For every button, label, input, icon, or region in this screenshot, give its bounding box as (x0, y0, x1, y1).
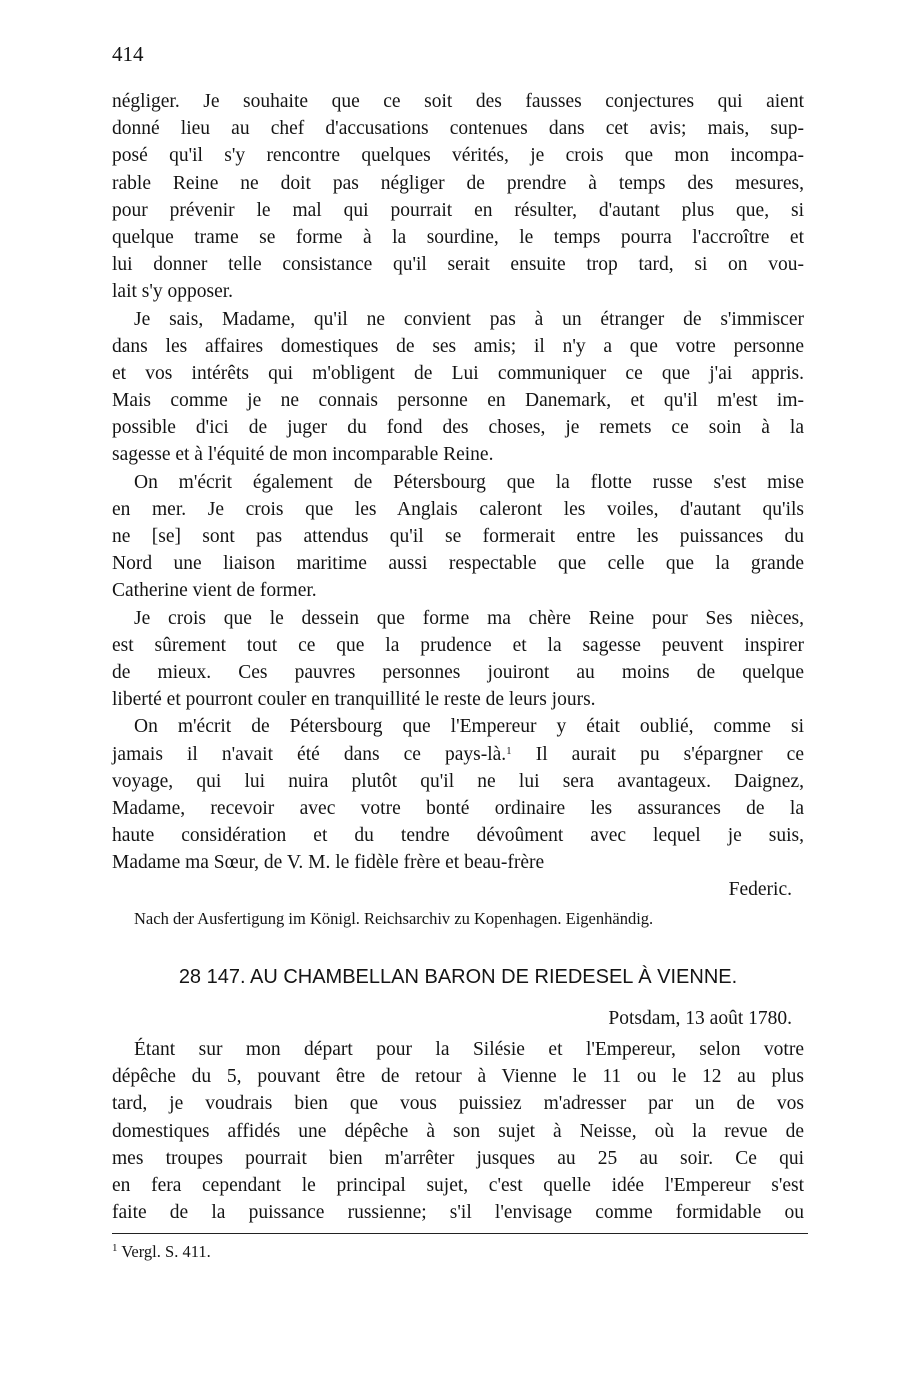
text-line (112, 115, 804, 142)
text-line (112, 88, 804, 115)
line-text: Mais comme je ne connais personne en Danemark, et qu'il m'est im- (112, 390, 804, 412)
line-text: voyage, qui lui nuira plutôt qu'il ne lui sera avantageux. Daignez, (112, 770, 804, 792)
line-text: et vos intérêts qui m'obligent de Lui communiquer ce que j'ai appris. (112, 362, 804, 384)
letter-body-1 (112, 88, 804, 934)
line-text: Je crois que le dessein que forme ma chère Reine pour Ses nièces, (134, 607, 804, 629)
line-text: pour prévenir le mal qui pourrait en résulter, d'autant plus que, si (112, 199, 804, 221)
text-line (112, 251, 804, 278)
letter-body-2 (112, 1036, 804, 1226)
line-text: tard, je voudrais bien que vous puissiez m'adresser par un de vos (112, 1093, 804, 1115)
text-line (112, 768, 804, 795)
line-text: haute considération et du tendre dévoûment avec lequel je suis, (112, 825, 804, 847)
text-line (112, 849, 804, 876)
line-text: en mer. Je crois que les Anglais caleront les voiles, d'autant qu'ils (112, 498, 804, 520)
line-text: mes troupes pourrait bien m'arrêter jusques au 25 au soir. Ce qui (112, 1147, 804, 1169)
text-line (112, 605, 804, 632)
text-line (112, 1199, 804, 1226)
text-line (112, 1090, 804, 1117)
footnote-ref: 1 (506, 744, 512, 757)
text-line (112, 632, 804, 659)
line-text: posé qu'il s'y rencontre quelques vérités, je crois que mon incompa- (112, 145, 804, 167)
line-text: possible d'ici de juger du fond des choses, je remets ce soin à la (112, 417, 804, 439)
line-text: est sûrement tout ce que la prudence et la sagesse peuvent inspirer (112, 634, 804, 656)
line-text: Catherine vient de former. (112, 580, 317, 602)
text-line (112, 414, 804, 441)
line-text: liberté et pourront couler en tranquillité le reste de leurs jours. (112, 689, 596, 711)
line-text: quelque trame se forme à la sourdine, le temps pourra l'accroître et (112, 226, 804, 248)
text-line (112, 686, 804, 713)
text-line (112, 333, 804, 360)
line-text: Je sais, Madame, qu'il ne convient pas à un étranger de s'immiscer (134, 308, 804, 330)
line-text: lait s'y opposer. (112, 281, 234, 303)
line-text: Nord une liaison maritime aussi respectable que celle que la grande (112, 553, 804, 575)
text-line (112, 795, 804, 822)
text-line (112, 822, 804, 849)
line-text: donné lieu au chef d'accusations contenues dans cet avis; mais, sup- (112, 118, 804, 140)
text-line (112, 197, 804, 224)
page-number: 414 (112, 42, 144, 66)
text-line (112, 360, 804, 387)
footnote (112, 1240, 211, 1264)
line-text: ne [se] sont pas attendus qu'il se formerait entre les puissances du (112, 526, 804, 547)
text-line (112, 1172, 804, 1199)
text-line (112, 142, 804, 169)
footnote-rule (112, 1233, 808, 1234)
text-line (112, 387, 804, 414)
line-text: dépêche du 5, pouvant être de retour à Vienne le 11 ou le 12 au plus (112, 1066, 804, 1088)
text-line (112, 224, 804, 251)
line-text: négliger. Je souhaite que ce soit des fausses conjectures qui aient (112, 91, 804, 112)
footnote-text: Vergl. S. 411. (117, 1242, 211, 1261)
text-line (112, 278, 804, 305)
line-text: On m'écrit également de Pétersbourg que la flotte russe s'est mise (134, 471, 804, 493)
footnote-marker: 1 (112, 1242, 118, 1254)
text-line (112, 306, 804, 333)
dateline: Potsdam, 13 août 1780. (608, 1008, 792, 1029)
line-text: dans les affaires domestiques de ses amis; il n'y a que votre personne (112, 335, 804, 357)
text-line (112, 1118, 804, 1145)
text-line (112, 441, 804, 468)
line-text: domestiques affidés une dépêche à son sujet à Neisse, où la revue de (112, 1120, 804, 1142)
text-line (112, 1145, 804, 1172)
text-line (112, 550, 804, 577)
text-line (112, 170, 804, 197)
line-text: sagesse et à l'équité de mon incomparable Reine. (112, 444, 494, 466)
signature: Federic. (728, 879, 792, 901)
text-line (112, 741, 804, 768)
text-line (112, 659, 804, 686)
line-text: en fera cependant le principal sujet, c'est quelle idée l'Empereur s'est (112, 1174, 804, 1196)
text-line (112, 469, 804, 496)
line-text: faite de la puissance russienne; s'il l'envisage comme formidable ou (112, 1202, 804, 1224)
line-text: Étant sur mon départ pour la Silésie et l'Empereur, selon votre (134, 1039, 804, 1060)
text-line (112, 577, 804, 604)
line-text: rable Reine ne doit pas négliger de prendre à temps des mesures, (112, 172, 804, 194)
line-text: Madame, recevoir avec votre bonté ordinaire les assurances de la (112, 797, 804, 819)
line-text: jamais il n'avait été dans ce pays-là. (112, 743, 507, 765)
text-line (112, 713, 804, 740)
source-note: Nach der Ausfertigung im Königl. Reichsarchiv zu Kopenhagen. Eigenhändig. (134, 908, 654, 928)
line-text: de mieux. Ces pauvres personnes jouiront au moins de quelque (112, 661, 804, 683)
line-text: lui donner telle consistance qu'il serait ensuite trop tard, si on vou- (112, 254, 804, 276)
text-line (112, 496, 804, 523)
line-text: On m'écrit de Pétersbourg que l'Empereur y était oublié, comme si (134, 716, 804, 738)
text-line (112, 523, 804, 550)
letter-heading: 28 147. AU CHAMBELLAN BARON DE RIEDESEL À VIENNE. (178, 966, 738, 988)
text-line (112, 1063, 804, 1090)
text-line (112, 1036, 804, 1063)
line-text: Madame ma Sœur, de V. M. le fidèle frère et beau-frère (112, 852, 545, 874)
line-text: Il aurait pu s'épargner ce (511, 743, 804, 765)
